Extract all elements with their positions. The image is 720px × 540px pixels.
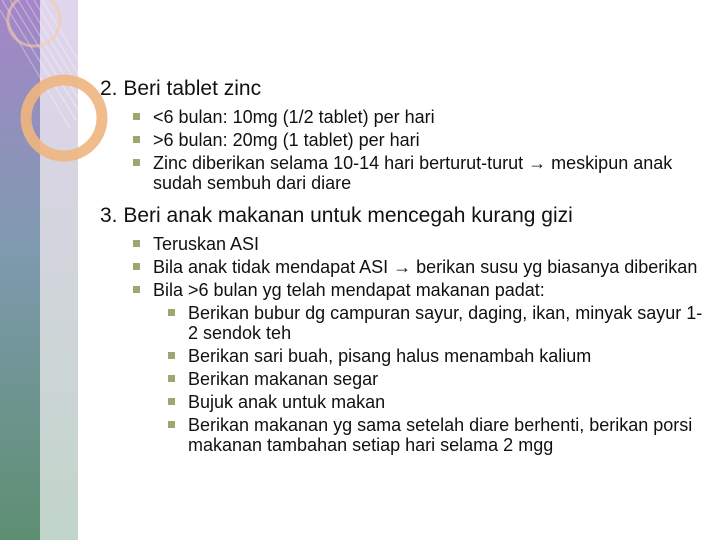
sub-list-item-text: Berikan sari buah, pisang halus menambah kalium <box>188 346 592 366</box>
bullet-icon <box>133 240 140 247</box>
list-item <box>100 257 710 277</box>
sub-list-item <box>100 346 710 366</box>
slide-content <box>100 76 710 455</box>
list-item-text: Bila >6 bulan yg telah mendapat makanan padat: <box>153 280 545 300</box>
bullet-icon <box>168 398 175 405</box>
nutrition-list <box>100 234 710 300</box>
list-item <box>100 107 710 127</box>
section-heading-zinc: 2. Beri tablet zinc <box>100 77 262 100</box>
bullet-icon <box>133 159 140 166</box>
list-item <box>100 234 710 254</box>
section-heading-nutrition: 3. Beri anak makanan untuk mencegah kurang gizi <box>100 204 573 227</box>
left-stripe <box>0 0 40 540</box>
bullet-icon <box>168 421 175 428</box>
bullet-icon <box>168 375 175 382</box>
list-item-text: Bila anak tidak mendapat ASI → berikan susu yg biasanya diberikan <box>153 257 698 277</box>
bullet-icon <box>133 113 140 120</box>
list-item-text: <6 bulan: 10mg (1/2 tablet) per hari <box>153 107 435 127</box>
bullet-icon <box>133 263 140 270</box>
list-item <box>100 153 710 193</box>
list-item-text: >6 bulan: 20mg (1 tablet) per hari <box>153 130 420 150</box>
sub-list-item <box>100 303 710 343</box>
sub-list-item-text: Bujuk anak untuk makan <box>188 392 386 412</box>
list-item <box>100 280 710 300</box>
bullet-icon <box>133 136 140 143</box>
bullet-icon <box>168 352 175 359</box>
sub-list-item-text: Berikan makanan segar <box>188 369 379 389</box>
list-item-text: Teruskan ASI <box>153 234 260 254</box>
sub-list-item <box>100 392 710 412</box>
solid-food-list <box>100 303 710 455</box>
sub-list-item-text: Berikan makanan yg sama setelah diare berhenti, berikan porsi makanan tambahan setiap hari selama 2 mgg <box>188 415 693 455</box>
sub-list-item-text: Berikan bubur dg campuran sayur, daging, ikan, minyak sayur 1-2 sendok teh <box>188 303 703 343</box>
zinc-list <box>100 107 710 193</box>
sub-list-item <box>100 369 710 389</box>
bullet-icon <box>168 309 175 316</box>
list-item-text: Zinc diberikan selama 10-14 hari berturut-turut → meskipun anak sudah sembuh dari diare <box>153 153 673 193</box>
bullet-icon <box>133 286 140 293</box>
sub-list-item <box>100 415 710 455</box>
list-item <box>100 130 710 150</box>
